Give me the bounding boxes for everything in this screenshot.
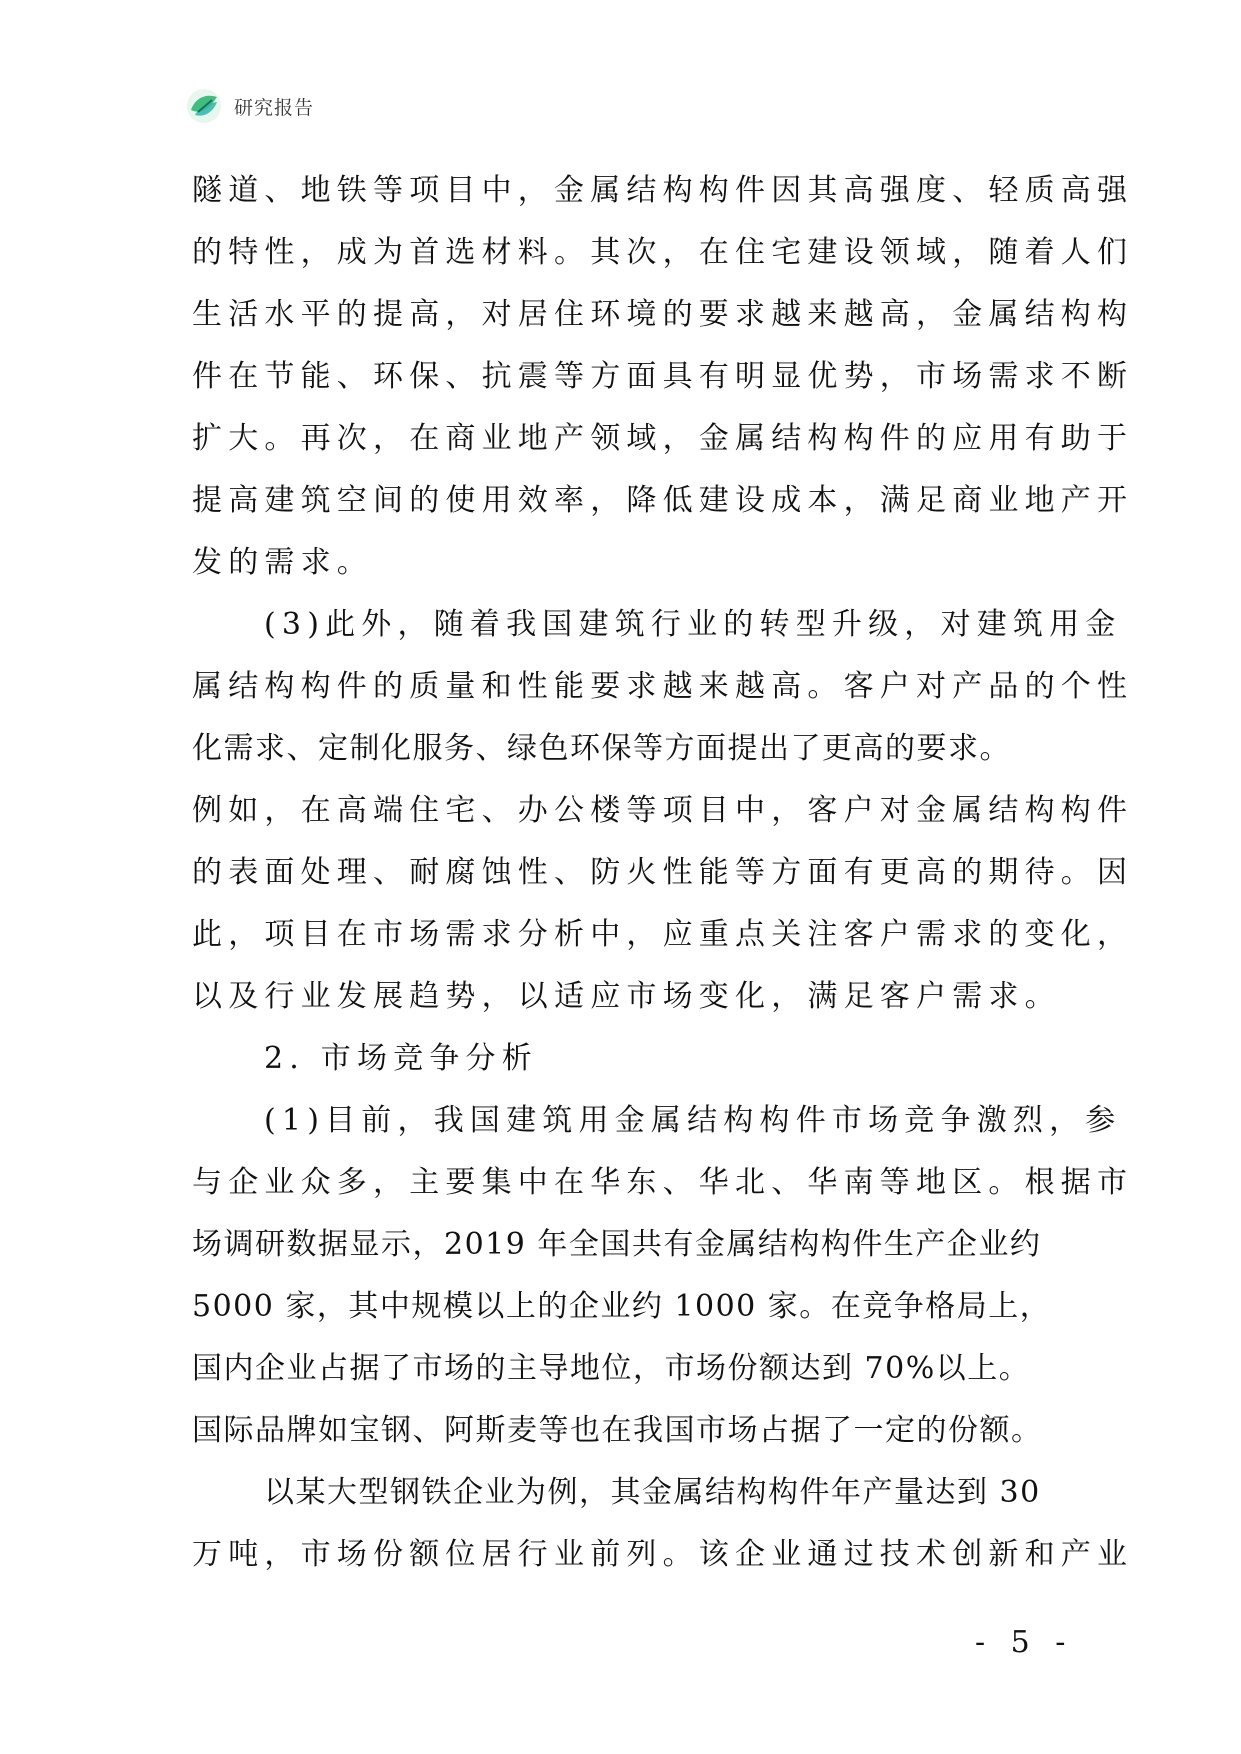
text-line: 的特性，成为首选材料。其次，在住宅建设领域，随着人们 [192, 235, 1134, 270]
paragraph-start-line: (1)目前，我国建筑用金属结构构件市场竞争激烈，参 [264, 1103, 1122, 1138]
text-line: 5000 家，其中规模以上的企业约 1000 家。在竞争格局上， [192, 1289, 1052, 1324]
text-line: 场调研数据显示，2019 年全国共有金属结构构件生产企业约 [192, 1227, 1042, 1262]
text-line: 扩大。再次，在商业地产领域，金属结构构件的应用有助于 [192, 421, 1134, 456]
text-line: 的表面处理、耐腐蚀性、防火性能等方面有更高的期待。因 [192, 855, 1134, 890]
text-line: 生活水平的提高，对居住环境的要求越来越高，金属结构构 [192, 297, 1134, 332]
text-line: 化需求、定制化服务、绿色环保等方面提出了更高的要求。 [192, 731, 1011, 766]
page-number: - 5 - [975, 1625, 1074, 1660]
page-header [186, 86, 314, 126]
text-line: 隧道、地铁等项目中，金属结构构件因其高强度、轻质高强 [192, 173, 1134, 208]
paragraph-start-line: (3)此外，随着我国建筑行业的转型升级，对建筑用金 [264, 607, 1122, 642]
text-line: 例如，在高端住宅、办公楼等项目中，客户对金属结构构件 [192, 793, 1134, 828]
text-line: 国内企业占据了市场的主导地位，市场份额达到 70%以上。 [192, 1351, 1031, 1386]
paragraph-start-line: 以某大型钢铁企业为例，其金属结构构件年产量达到 30 [264, 1475, 1041, 1510]
leaf-logo-icon [186, 88, 222, 124]
document-body [192, 160, 1134, 1586]
text-line: 国际品牌如宝钢、阿斯麦等也在我国市场占据了一定的份额。 [192, 1413, 1043, 1448]
text-line: 以及行业发展趋势，以适应市场变化，满足客户需求。 [192, 979, 1061, 1014]
text-line: 与企业众多，主要集中在华东、华北、华南等地区。根据市 [192, 1165, 1134, 1200]
report-title: 研究报告 [234, 96, 315, 119]
text-line: 此，项目在市场需求分析中，应重点关注客户需求的变化， [192, 917, 1134, 952]
text-line: 发的需求。 [192, 545, 373, 580]
text-line: 提高建筑空间的使用效率，降低建设成本，满足商业地产开 [192, 483, 1134, 518]
text-line: 件在节能、环保、抗震等方面具有明显优势，市场需求不断 [192, 359, 1134, 394]
text-line: 万吨，市场份额位居行业前列。该企业通过技术创新和产业 [192, 1537, 1134, 1572]
text-line: 属结构构件的质量和性能要求越来越高。客户对产品的个性 [192, 669, 1134, 704]
section-heading: 2. 市场竞争分析 [264, 1041, 538, 1076]
